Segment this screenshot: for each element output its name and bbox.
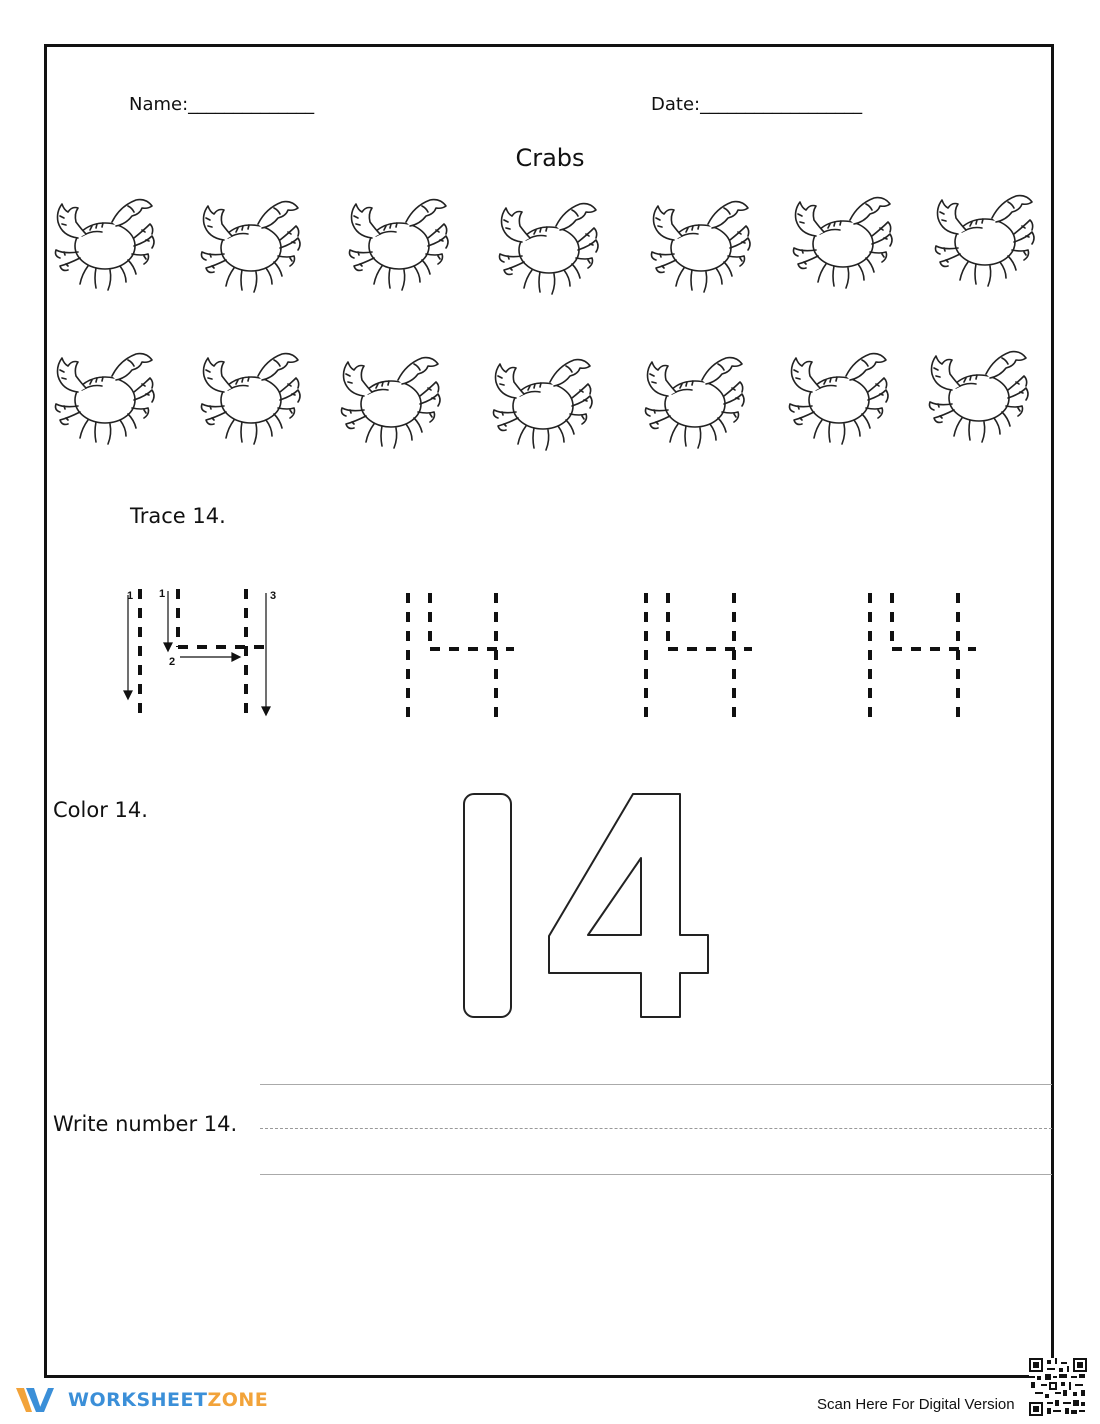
stroke-number: 2 (169, 656, 176, 668)
crab-icon (488, 346, 596, 456)
stroke-number: 1 (127, 590, 134, 602)
name-field-label: Name:______________ (129, 94, 315, 115)
crab-icon (50, 340, 158, 450)
crab-icon (788, 184, 896, 294)
crab-icon (196, 188, 304, 298)
dashed-number-14[interactable] (634, 585, 764, 720)
brand-w-icon (14, 1384, 62, 1416)
scan-caption: Scan Here For Digital Version (817, 1396, 1015, 1413)
crab-icon (196, 340, 304, 450)
stroke-number: 1 (159, 588, 166, 600)
stroke-number: 3 (270, 590, 277, 602)
trace-guide-14 (118, 585, 288, 720)
crab-icon (646, 188, 754, 298)
writing-mid-line (260, 1128, 1052, 1129)
outline-number-14[interactable] (455, 790, 715, 1025)
writing-top-line (260, 1084, 1052, 1085)
qr-code-icon[interactable] (1029, 1358, 1087, 1416)
dashed-number-14[interactable] (396, 585, 526, 720)
crab-icon (930, 182, 1038, 292)
dashed-number-14[interactable] (858, 585, 988, 720)
worksheet-title: Crabs (515, 144, 585, 172)
brand-name-first: WORKSHEET (68, 1389, 208, 1411)
crab-icon (640, 344, 748, 454)
trace-instruction: Trace 14. (130, 504, 226, 528)
crab-icon (784, 340, 892, 450)
brand-logo (14, 1384, 268, 1416)
crab-icon (344, 186, 452, 296)
crab-icon (494, 190, 602, 300)
crab-icon (50, 186, 158, 296)
crab-icon (336, 344, 444, 454)
brand-name-second: ZONE (207, 1389, 269, 1411)
writing-base-line[interactable] (260, 1174, 1052, 1175)
crab-icon (924, 338, 1032, 448)
date-field-label: Date:__________________ (651, 94, 863, 115)
write-instruction: Write number 14. (53, 1112, 238, 1136)
color-instruction: Color 14. (53, 798, 148, 822)
